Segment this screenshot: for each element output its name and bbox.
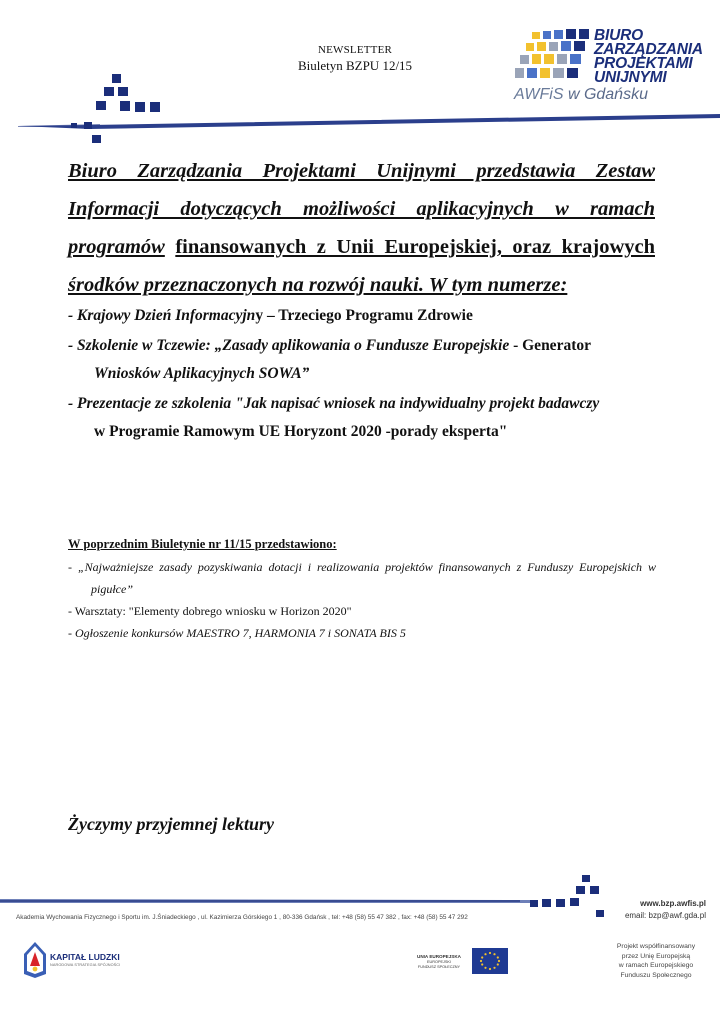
list-item: - „Najważniejsze zasady pozyskiwania dotacji i realizowania projektów finansowanych z Funduszy Europejskich w pigułce” bbox=[68, 560, 656, 596]
kapital-ludzki-subtitle: NARODOWA STRATEGIA SPÓJNOŚCI bbox=[50, 963, 121, 967]
intro-part-3: środków przeznaczonych na rozwój nauki. W tym numerze: bbox=[68, 274, 568, 296]
kapital-ludzki-logo bbox=[20, 938, 150, 982]
previous-issue-list bbox=[68, 556, 656, 644]
logo-word-1: BIURO bbox=[594, 27, 643, 44]
eu-flag-icon bbox=[472, 948, 508, 974]
cofin-line-2: przez Unię Europejską bbox=[621, 952, 691, 960]
cofin-line-3: w ramach Europejskiego bbox=[618, 962, 694, 969]
eu-logo bbox=[408, 946, 508, 980]
list-item: - Ogłoszenie konkursów MAESTRO 7, HARMONIA 7 i SONATA BIS 5 bbox=[68, 626, 406, 640]
list-item bbox=[68, 332, 658, 389]
logo-word-2: ZARZĄDZANIA bbox=[594, 41, 703, 58]
toc-item-3-bold: w Programie Ramowym UE Horyzont 2020 -porady eksperta" bbox=[94, 423, 508, 440]
footer-contact bbox=[625, 898, 706, 922]
list-item: - Warsztaty: "Elementy dobrego wniosku w Horizon 2020" bbox=[68, 604, 352, 618]
bulletin-number: Biuletyn BZPU 12/15 bbox=[297, 58, 413, 73]
previous-issue-heading: W poprzednim Biuletynie nr 11/15 przedstawiono: bbox=[68, 537, 337, 551]
cofin-line-1: Projekt współfinansowany bbox=[616, 943, 696, 950]
footer-email[interactable]: email: bzp@awf.gda.pl bbox=[624, 911, 706, 920]
header-decoration-icon bbox=[0, 65, 724, 155]
toc-item-1-italic: - Krajowy Dzień Informacyjn bbox=[68, 307, 256, 324]
intro-paragraph bbox=[68, 152, 655, 304]
logo-awfis: AWFiS bbox=[514, 86, 564, 103]
closing-wish: Życzymy przyjemnej lektury bbox=[68, 814, 274, 834]
list-item bbox=[68, 390, 658, 447]
eu-text-3: FUNDUSZ SPOŁECZNY bbox=[417, 965, 461, 969]
list-item bbox=[68, 302, 658, 331]
intro-part-2: finansowanych z Unii Europejskiej, oraz krajowych bbox=[175, 236, 655, 258]
intro-part-1: Biuro Zarządzania Projektami Unijnymi przedstawia Zestaw Informacji dotyczących możliwości aplikacyjnych w ramach programów bbox=[68, 160, 655, 258]
eu-text-1: UNIA EUROPEJSKA bbox=[417, 954, 461, 959]
toc-item-1-bold: y – Trzeciego Programu Zdrowie bbox=[255, 307, 473, 324]
footer-address: Akademia Wychowania Fizycznego i Sportu im. J.Śniadeckiego , ul. Kazimierza Górskiego 1 , 80-336 Gdańsk , tel: +48 (58) 55 47 382 , fax: +48 (58) 55 47 292 bbox=[16, 914, 468, 921]
kapital-ludzki-title: KAPITAŁ LUDZKI bbox=[50, 952, 120, 962]
logo-city: w Gdańsku bbox=[567, 86, 648, 103]
issue-contents-list bbox=[68, 302, 658, 448]
logo-word-4: UNIJNYMI bbox=[594, 69, 667, 86]
cofin-line-4: Funduszu Społecznego bbox=[620, 971, 692, 979]
cofinancing-note bbox=[606, 942, 706, 980]
toc-item-2-italic: - Szkolenie w Tczewie: „Zasady aplikowania o Fundusze Europejskie bbox=[68, 336, 510, 354]
logo-word-3: PROJEKTAMI bbox=[594, 55, 693, 72]
kapital-ludzki-emblem-icon bbox=[22, 940, 48, 980]
eu-text-2: EUROPEJSKI bbox=[426, 960, 452, 964]
footer-website[interactable]: www.bzp.awfis.pl bbox=[640, 899, 706, 908]
toc-item-3-italic: - Prezentacje ze szkolenia "Jak napisać wniosek na indywidualny projekt badawczy bbox=[68, 394, 600, 412]
newsletter-label: NEWSLETTER bbox=[317, 44, 393, 56]
toc-item-2-bold: - Generator bbox=[509, 336, 591, 354]
toc-item-2-italic-cont: Wniosków Aplikacyjnych SOWA” bbox=[94, 365, 310, 382]
